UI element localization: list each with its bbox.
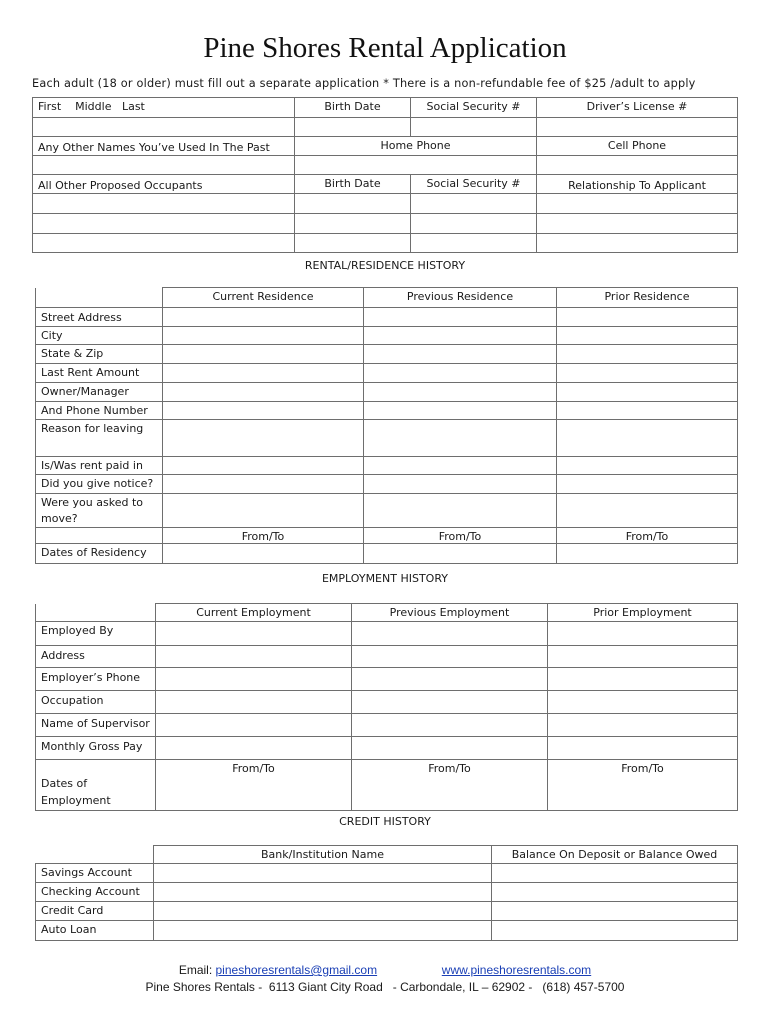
employment-field[interactable] bbox=[352, 691, 548, 714]
rental-field[interactable] bbox=[163, 364, 364, 383]
col-current-residence: Current Residence bbox=[163, 288, 364, 308]
col-prior-employment: Prior Employment bbox=[548, 604, 738, 622]
occupant-field[interactable] bbox=[33, 214, 295, 234]
row-label: Employed By bbox=[36, 622, 156, 646]
rental-field[interactable] bbox=[364, 475, 557, 494]
row-label: Owner/Manager bbox=[36, 383, 163, 402]
rental-field[interactable] bbox=[557, 364, 738, 383]
rental-field[interactable] bbox=[163, 402, 364, 420]
row-label: Dates of Residency bbox=[36, 544, 163, 564]
ssn-field[interactable] bbox=[411, 118, 537, 137]
name-field[interactable] bbox=[33, 118, 295, 137]
occupant-field[interactable] bbox=[537, 234, 738, 253]
applicant-table bbox=[32, 97, 738, 253]
col-bank: Bank/Institution Name bbox=[154, 846, 492, 864]
employment-field[interactable] bbox=[548, 646, 738, 668]
from-to-label: From/To bbox=[364, 528, 557, 544]
row-label: Employer’s Phone bbox=[36, 668, 156, 691]
rental-field[interactable] bbox=[364, 327, 557, 345]
employment-heading: EMPLOYMENT HISTORY bbox=[321, 572, 448, 585]
employment-field[interactable] bbox=[352, 622, 548, 646]
row-label: Savings Account bbox=[36, 864, 154, 883]
occupant-field[interactable] bbox=[295, 214, 411, 234]
birth-date-field[interactable] bbox=[295, 118, 411, 137]
row-label: Reason for leaving bbox=[36, 420, 163, 457]
rental-field[interactable] bbox=[364, 383, 557, 402]
col-prior-residence: Prior Residence bbox=[557, 288, 738, 308]
row-label: Occupation bbox=[36, 691, 156, 714]
from-to-label: From/To bbox=[557, 528, 738, 544]
credit-field[interactable] bbox=[154, 883, 492, 902]
occupant-field[interactable] bbox=[411, 194, 537, 214]
employment-field[interactable] bbox=[352, 714, 548, 737]
row-label: Name of Supervisor bbox=[36, 714, 156, 737]
occupant-field[interactable] bbox=[295, 194, 411, 214]
credit-field[interactable] bbox=[154, 921, 492, 941]
occupant-field[interactable] bbox=[33, 234, 295, 253]
rental-field[interactable] bbox=[557, 383, 738, 402]
credit-field[interactable] bbox=[492, 883, 738, 902]
ssn-label: Social Security # bbox=[411, 98, 537, 118]
row-label: Credit Card bbox=[36, 902, 154, 921]
website-link[interactable]: www.pineshoresrentals.com bbox=[441, 963, 592, 977]
occupant-birth-date-label: Birth Date bbox=[295, 175, 411, 194]
employment-field[interactable] bbox=[548, 714, 738, 737]
cell-phone-label: Cell Phone bbox=[537, 137, 738, 156]
row-label: Monthly Gross Pay bbox=[36, 737, 156, 760]
col-previous-employment: Previous Employment bbox=[352, 604, 548, 622]
dates-field[interactable] bbox=[364, 544, 557, 564]
employment-field[interactable] bbox=[352, 668, 548, 691]
occupant-field[interactable] bbox=[411, 214, 537, 234]
rental-field[interactable] bbox=[163, 475, 364, 494]
occupants-label: All Other Proposed Occupants bbox=[33, 175, 295, 194]
rental-field[interactable] bbox=[557, 327, 738, 345]
rental-field[interactable] bbox=[557, 308, 738, 327]
name-label: First Middle Last bbox=[33, 98, 295, 118]
rental-field[interactable] bbox=[163, 383, 364, 402]
rental-field[interactable] bbox=[557, 494, 738, 528]
dates-field[interactable] bbox=[163, 544, 364, 564]
employment-field[interactable] bbox=[156, 668, 352, 691]
col-current-employment: Current Employment bbox=[156, 604, 352, 622]
rental-field[interactable] bbox=[364, 364, 557, 383]
footer-contact bbox=[0, 963, 770, 977]
from-to-label: From/To bbox=[156, 760, 352, 811]
relationship-label: Relationship To Applicant bbox=[537, 175, 738, 194]
col-previous-residence: Previous Residence bbox=[364, 288, 557, 308]
credit-field[interactable] bbox=[154, 902, 492, 921]
rental-field[interactable] bbox=[163, 457, 364, 475]
footer-address: Pine Shores Rentals - 6113 Giant City Road - Carbondale, IL – 62902 - (618) 457-5700 bbox=[145, 980, 625, 994]
email-link[interactable]: pineshoresrentals@gmail.com bbox=[215, 963, 378, 977]
from-to-label: From/To bbox=[548, 760, 738, 811]
col-balance: Balance On Deposit or Balance Owed bbox=[492, 846, 738, 864]
occupant-field[interactable] bbox=[537, 214, 738, 234]
rental-field[interactable] bbox=[163, 345, 364, 364]
occupant-ssn-label: Social Security # bbox=[411, 175, 537, 194]
rental-field[interactable] bbox=[557, 402, 738, 420]
license-field[interactable] bbox=[537, 118, 738, 137]
rental-field[interactable] bbox=[557, 345, 738, 364]
occupant-field[interactable] bbox=[537, 194, 738, 214]
row-label: Last Rent Amount bbox=[36, 364, 163, 383]
home-phone-label: Home Phone bbox=[295, 137, 537, 156]
row-label: State & Zip bbox=[36, 345, 163, 364]
employment-field[interactable] bbox=[156, 691, 352, 714]
row-label: Street Address bbox=[36, 308, 163, 327]
rental-field[interactable] bbox=[364, 402, 557, 420]
row-label: Did you give notice? bbox=[36, 475, 163, 494]
from-to-label: From/To bbox=[163, 528, 364, 544]
employment-field[interactable] bbox=[156, 714, 352, 737]
employment-field[interactable] bbox=[548, 668, 738, 691]
row-label: Dates of Employment bbox=[36, 760, 156, 811]
from-to-label: From/To bbox=[352, 760, 548, 811]
row-label: And Phone Number bbox=[36, 402, 163, 420]
credit-field[interactable] bbox=[492, 902, 738, 921]
rental-field[interactable] bbox=[364, 308, 557, 327]
rental-field[interactable] bbox=[557, 457, 738, 475]
rental-field[interactable] bbox=[364, 345, 557, 364]
cell-phone-field[interactable] bbox=[537, 156, 738, 175]
occupant-field[interactable] bbox=[411, 234, 537, 253]
credit-field[interactable] bbox=[492, 921, 738, 941]
credit-heading: CREDIT HISTORY bbox=[339, 815, 431, 828]
email-label: Email: bbox=[178, 963, 216, 977]
employment-field[interactable] bbox=[352, 737, 548, 760]
occupant-field[interactable] bbox=[33, 194, 295, 214]
rental-field[interactable] bbox=[163, 494, 364, 528]
row-label: City bbox=[36, 327, 163, 345]
dates-field[interactable] bbox=[557, 544, 738, 564]
rental-field[interactable] bbox=[163, 420, 364, 457]
employment-field[interactable] bbox=[156, 646, 352, 668]
rental-heading: RENTAL/RESIDENCE HISTORY bbox=[304, 259, 466, 272]
employment-field[interactable] bbox=[352, 646, 548, 668]
credit-field[interactable] bbox=[154, 864, 492, 883]
employment-field[interactable] bbox=[548, 691, 738, 714]
row-label: Auto Loan bbox=[36, 921, 154, 941]
page-title: Pine Shores Rental Application bbox=[203, 32, 567, 64]
license-label: Driver’s License # bbox=[537, 98, 738, 118]
credit-table bbox=[35, 845, 738, 941]
employment-field[interactable] bbox=[156, 622, 352, 646]
rental-field[interactable] bbox=[163, 327, 364, 345]
other-names-label: Any Other Names You’ve Used In The Past bbox=[33, 137, 295, 156]
row-label: Is/Was rent paid in bbox=[36, 457, 163, 475]
row-label: Address bbox=[36, 646, 156, 668]
rental-field[interactable] bbox=[364, 457, 557, 475]
page-subtitle: Each adult (18 or older) must fill out a separate application * There is a non-refundable fee of $25 /adult to apply bbox=[32, 77, 696, 90]
home-phone-field[interactable] bbox=[295, 156, 537, 175]
employment-table bbox=[35, 603, 738, 811]
employment-field[interactable] bbox=[548, 622, 738, 646]
row-label: Were you asked to move? bbox=[36, 494, 163, 528]
rental-field[interactable] bbox=[364, 420, 557, 457]
occupant-field[interactable] bbox=[295, 234, 411, 253]
rental-field[interactable] bbox=[364, 494, 557, 528]
employment-field[interactable] bbox=[156, 737, 352, 760]
rental-field[interactable] bbox=[557, 420, 738, 457]
row-label: Checking Account bbox=[36, 883, 154, 902]
credit-field[interactable] bbox=[492, 864, 738, 883]
rental-field[interactable] bbox=[557, 475, 738, 494]
rental-table bbox=[35, 287, 738, 564]
rental-field[interactable] bbox=[163, 308, 364, 327]
employment-field[interactable] bbox=[548, 737, 738, 760]
birth-date-label: Birth Date bbox=[295, 98, 411, 118]
other-names-field[interactable] bbox=[33, 156, 295, 175]
